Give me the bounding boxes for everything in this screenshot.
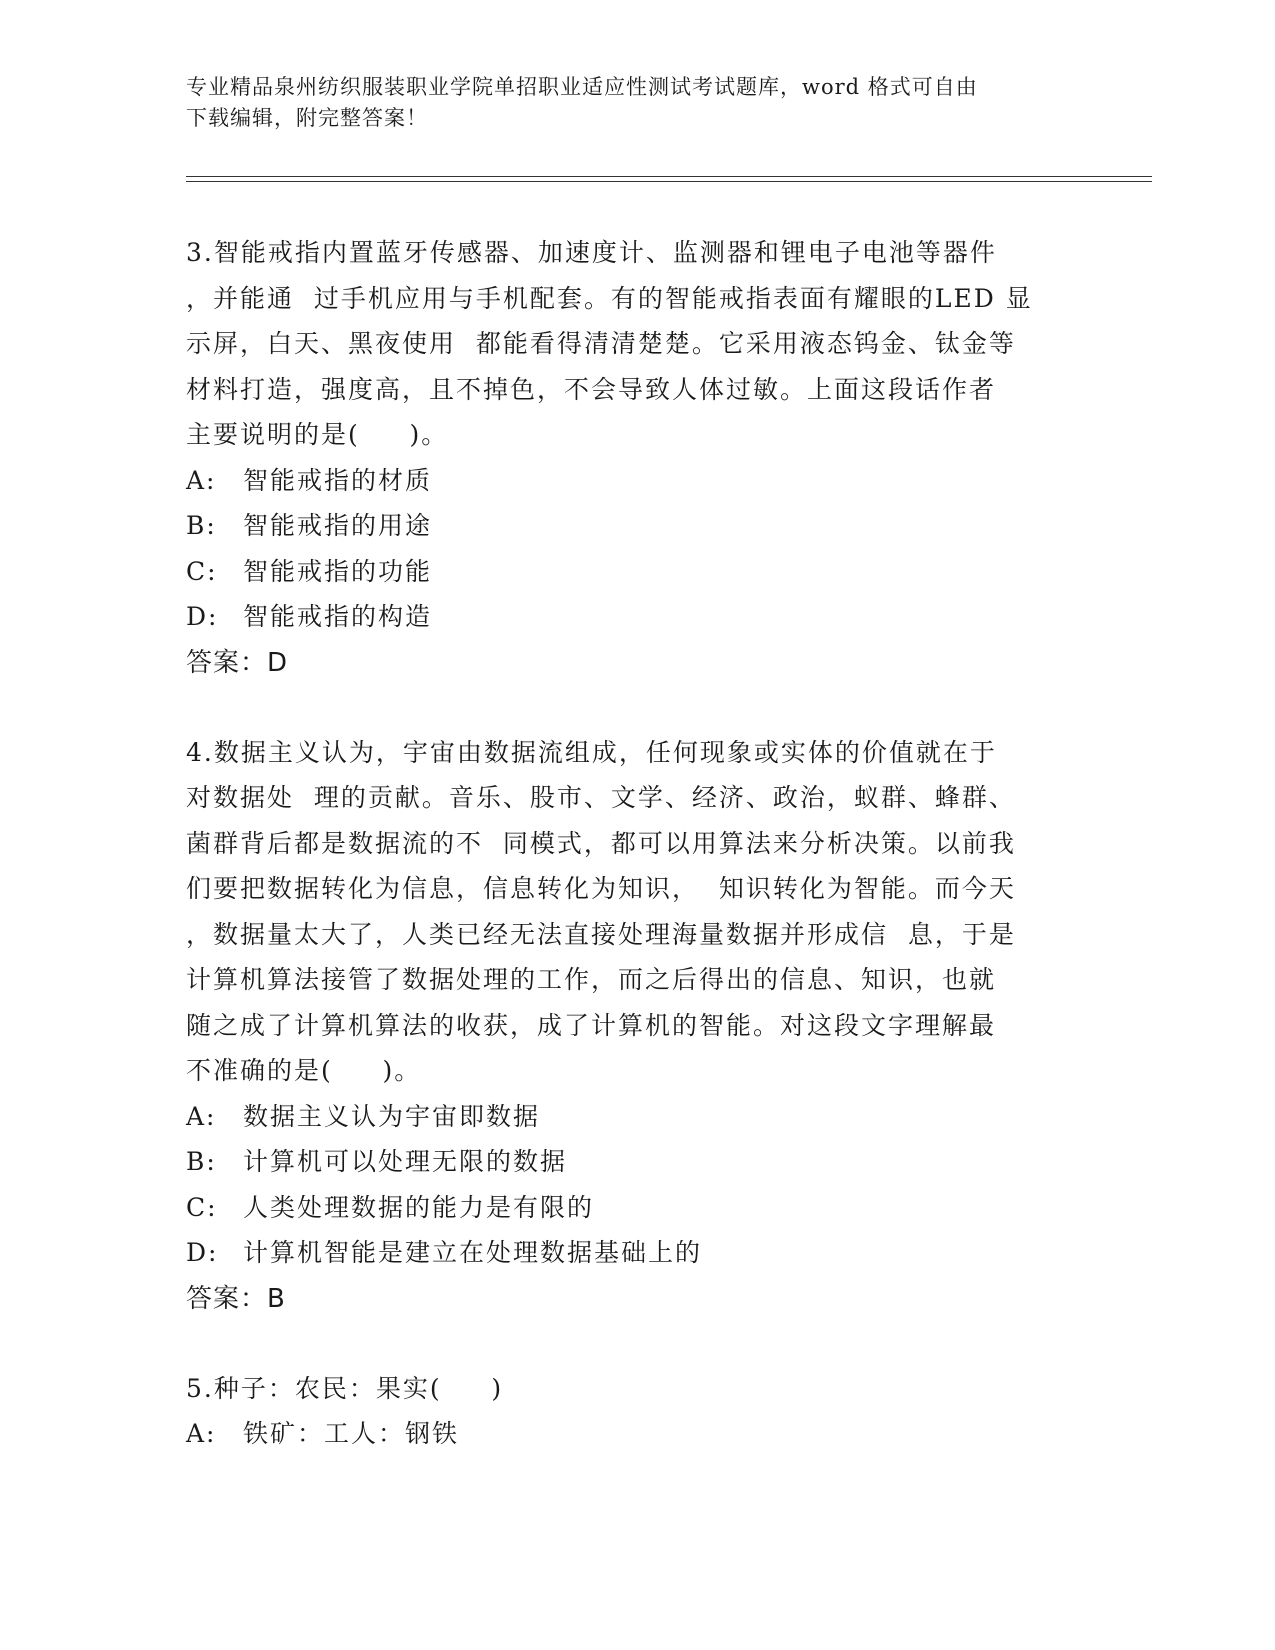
header-rule-thin: [186, 176, 1152, 177]
option-a: [186, 1094, 1086, 1140]
option-d: [186, 1230, 1086, 1276]
option-letter: B:: [186, 1147, 217, 1176]
option-text: 智能戒指的构造: [243, 602, 433, 631]
question-stem-line: 示屏，白天、黑夜使用 都能看得清清楚楚。它采用液态钨金、钛金等: [186, 329, 1016, 358]
question-stem-line: 不准确的是( )。: [186, 1056, 422, 1085]
question-stem-line: ，数据量太大了，人类已经无法直接处理海量数据并形成信 息，于是: [186, 919, 1016, 949]
option-letter: A:: [186, 1419, 217, 1448]
option-text: 计算机智能是建立在处理数据基础上的: [243, 1238, 703, 1267]
option-letter: C:: [186, 1192, 218, 1222]
question-stem-line: 材料打造，强度高，且不掉色，不会导致人体过敏。上面这段话作者: [186, 374, 997, 404]
option-text: 人类处理数据的能力是有限的: [243, 1192, 595, 1222]
option-d: [186, 594, 1086, 640]
option-text: 铁矿：工人：钢铁: [243, 1419, 460, 1448]
question-stem-line: ，并能通 过手机应用与手机配套。有的智能戒指表面有耀眼的LED 显: [186, 283, 1033, 313]
answer-line: 答案：B: [186, 1283, 286, 1314]
option-letter: B:: [186, 511, 217, 540]
question-stem-line: 5.种子：农民：果实( ): [186, 1373, 504, 1403]
question-stem-line: 们要把数据转化为信息，信息转化为知识， 知识转化为智能。而今天: [186, 874, 1016, 903]
option-letter: D:: [186, 602, 219, 631]
option-a: [186, 1411, 1086, 1457]
question-stem-line: 对数据处 理的贡献。音乐、股市、文学、经济、政治，蚁群、蜂群、: [186, 783, 1016, 812]
question-stem-line: 菌群背后都是数据流的不 同模式，都可以用算法来分析决策。以前我: [186, 828, 1016, 858]
document-header: [186, 72, 1066, 134]
option-c: [186, 1185, 1086, 1231]
option-text: 智能戒指的功能: [243, 556, 433, 586]
question-stem-line: 随之成了计算机算法的收获，成了计算机的智能。对这段文字理解最: [186, 1010, 997, 1040]
answer-line: 答案：D: [186, 647, 289, 678]
option-b: [186, 1139, 1086, 1185]
question-stem-line: 3.智能戒指内置蓝牙传感器、加速度计、监测器和锂电子电池等器件: [186, 238, 997, 267]
option-text: 智能戒指的用途: [243, 511, 433, 540]
question-stem-line: 4.数据主义认为，宇宙由数据流组成，任何现象或实体的价值就在于: [186, 737, 997, 767]
option-letter: D:: [186, 1238, 219, 1267]
question-stem-line: 主要说明的是( )。: [186, 420, 449, 449]
option-text: 数据主义认为宇宙即数据: [243, 1101, 541, 1131]
option-letter: A:: [186, 465, 217, 495]
question-5: [186, 1366, 1086, 1457]
option-letter: C:: [186, 556, 218, 586]
option-c: [186, 549, 1086, 595]
header-line: 专业精品泉州纺织服装职业学院单招职业适应性测试考试题库，word 格式可自由: [186, 75, 978, 99]
option-text: 计算机可以处理无限的数据: [243, 1147, 568, 1176]
option-b: [186, 503, 1086, 549]
question-3: [186, 230, 1086, 686]
question-4: [186, 730, 1086, 1322]
header-rule-thick: [186, 181, 1152, 182]
option-text: 智能戒指的材质: [243, 465, 433, 495]
header-line: 下载编辑，附完整答案！: [186, 106, 428, 130]
option-letter: A:: [186, 1101, 217, 1131]
question-list: [186, 230, 1086, 1501]
option-a: [186, 458, 1086, 504]
question-stem-line: 计算机算法接管了数据处理的工作，而之后得出的信息、知识，也就: [186, 965, 997, 994]
